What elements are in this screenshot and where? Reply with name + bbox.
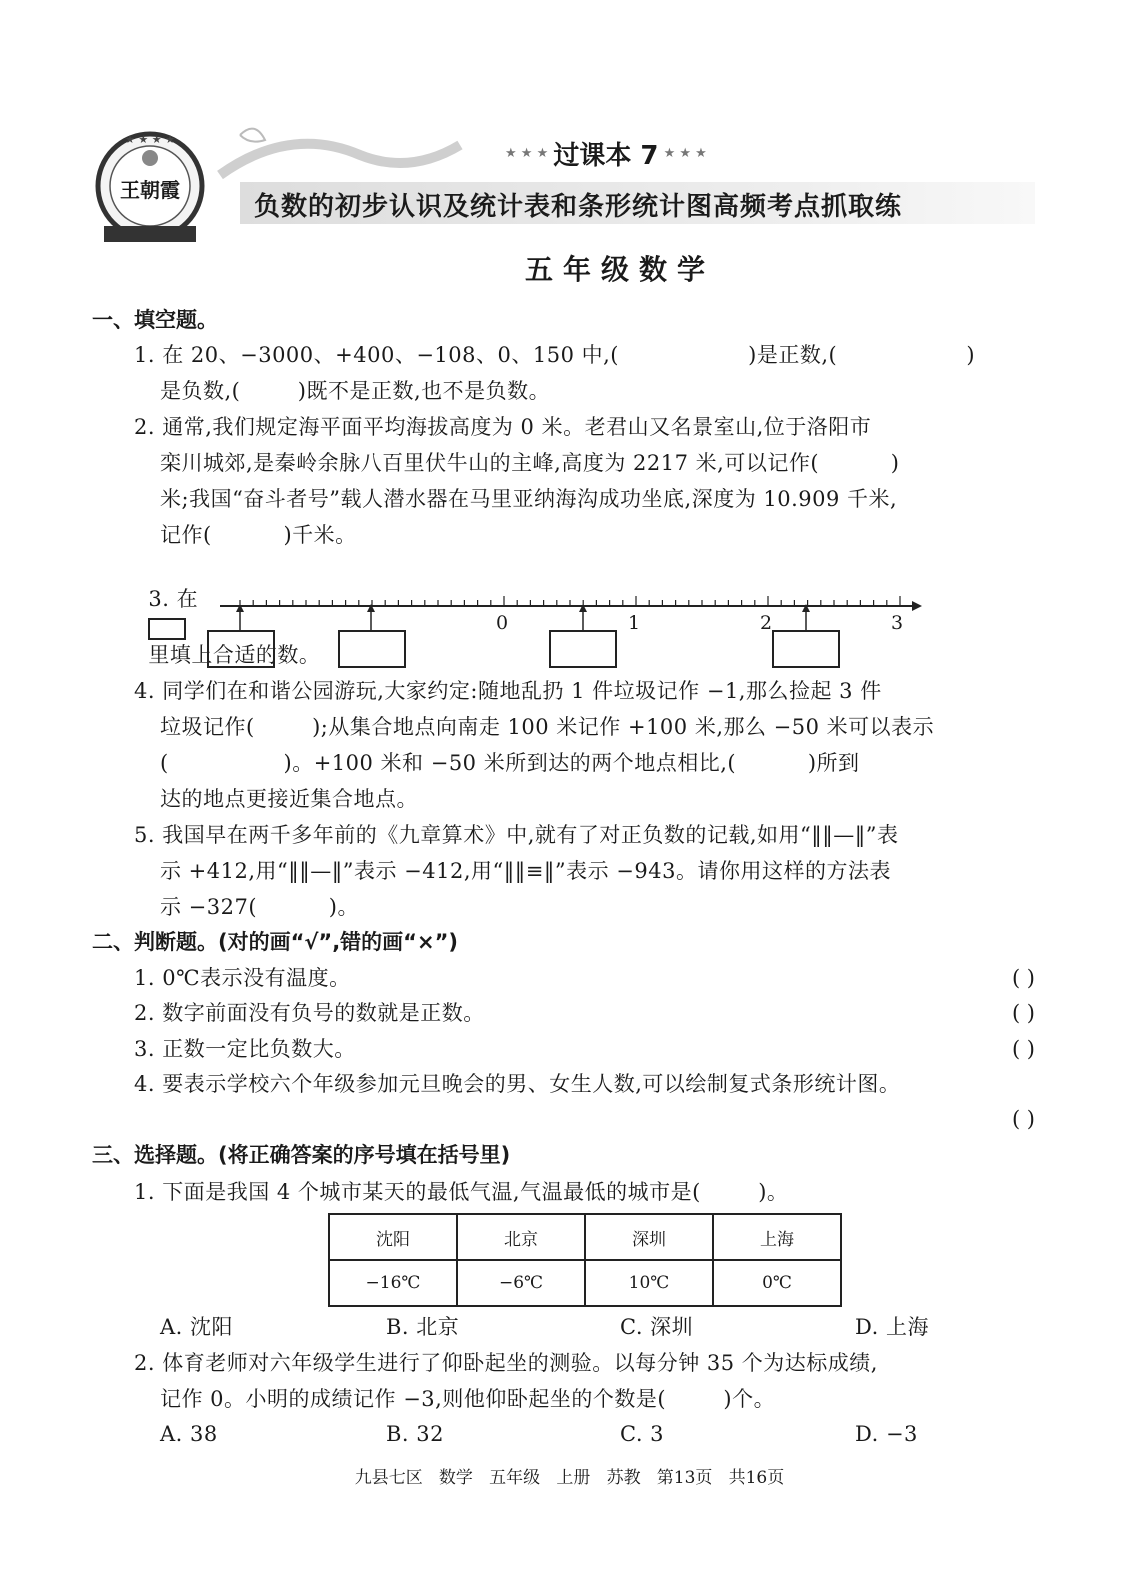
q2-line2: 栾川城郊,是秦岭余脉八百里伏牛山的主峰,高度为 2217 米,可以记作( ) <box>160 451 900 475</box>
page-footer: 九县七区 数学 五年级 上册 苏教 第13页 共16页 <box>354 1468 785 1488</box>
stars-right: ★ ★ ★ <box>663 146 707 161</box>
q2-line3: 米;我国“奋斗者号”载人潜水器在马里亚纳海沟成功坐底,深度为 10.909 千米, <box>160 487 898 511</box>
q2-option-b[interactable]: B. 32 <box>386 1422 445 1446</box>
q5-line1: 5. 我国早在两千多年前的《九章算术》中,就有了对正负数的记载,如用“‖‖—‖”表 <box>134 823 899 847</box>
table-cell: 北京 <box>457 1214 585 1260</box>
q3-suffix: 里填上合适的数。 <box>148 643 321 667</box>
q5-line2: 示 +412,用“‖‖—‖”表示 −412,用“‖‖≡‖”表示 −943。请你用这样的方法表 <box>160 859 891 883</box>
judge-paren-1[interactable]: ( ) <box>1011 966 1035 990</box>
nl-label-2: 2 <box>760 612 773 634</box>
section1-title: 一、填空题。 <box>92 308 218 332</box>
judge-item-2: 2. 数字前面没有负号的数就是正数。 <box>134 1001 485 1025</box>
q4-line1: 4. 同学们在和谐公园游玩,大家约定:随地乱扔 1 件垃圾记作 −1,那么捡起 3 件 <box>134 679 882 703</box>
choice-q2-line1: 2. 体育老师对六年级学生进行了仰卧起坐的测验。以每分钟 35 个为达标成绩, <box>134 1351 878 1375</box>
table-cell: −6℃ <box>457 1260 585 1306</box>
table-row <box>329 1214 841 1260</box>
section3-title: 三、选择题。(将正确答案的序号填在括号里) <box>92 1143 511 1167</box>
q5-line3: 示 −327( )。 <box>160 895 359 919</box>
q1-option-c[interactable]: C. 深圳 <box>620 1315 694 1339</box>
series-title: 过课本 7 <box>553 141 659 171</box>
nl-label-1: 1 <box>628 612 641 634</box>
judge-paren-3[interactable]: ( ) <box>1011 1037 1035 1061</box>
q2-option-a[interactable]: A. 38 <box>160 1422 218 1446</box>
table-cell: 沈阳 <box>329 1214 457 1260</box>
table-row <box>329 1260 841 1306</box>
q1-line1: 1. 在 20、−3000、+400、−108、0、150 中,( )是正数,( ) <box>134 343 976 367</box>
table-cell: 10℃ <box>585 1260 713 1306</box>
judge-item-1: 1. 0℃表示没有温度。 <box>134 966 351 990</box>
judge-paren-2[interactable]: ( ) <box>1011 1001 1035 1025</box>
choice-q2-line2: 记作 0。小明的成绩记作 −3,则他仰卧起坐的个数是( )个。 <box>160 1387 776 1411</box>
q2-option-d[interactable]: D. −3 <box>855 1422 918 1446</box>
q2-line1: 2. 通常,我们规定海平面平均海拔高度为 0 米。老君山又名景室山,位于洛阳市 <box>134 415 872 439</box>
answer-box-4[interactable] <box>772 630 840 668</box>
q1-option-b[interactable]: B. 北京 <box>386 1315 460 1339</box>
answer-box-3[interactable] <box>549 630 617 668</box>
judge-item-3: 3. 正数一定比负数大。 <box>134 1037 356 1061</box>
answer-box-1[interactable] <box>207 630 275 668</box>
logo-text: 王朝霞 <box>120 178 180 202</box>
q1-option-a[interactable]: A. 沈阳 <box>160 1315 234 1339</box>
answer-box-icon <box>148 618 186 640</box>
series-line <box>505 135 707 172</box>
judge-item-4: 4. 要表示学校六个年级参加元旦晚会的男、女生人数,可以绘制复式条形统计图。 <box>134 1072 901 1096</box>
table-cell: 0℃ <box>713 1260 841 1306</box>
nl-label-3: 3 <box>891 612 904 634</box>
topic-title: 负数的初步认识及统计表和条形统计图高频考点抓取练 <box>254 192 903 222</box>
q4-line3: ( )。+100 米和 −50 米所到达的两个地点相比,( )所到 <box>160 751 860 775</box>
q3-prefix: 3. 在 <box>148 587 199 611</box>
topic-banner <box>240 182 1035 224</box>
answer-box-2[interactable] <box>338 630 406 668</box>
nl-label-0: 0 <box>496 612 509 634</box>
section2-title: 二、判断题。(对的画“√”,错的画“×”) <box>92 930 458 954</box>
svg-text:★ ★ ★ ★: ★ ★ ★ ★ <box>125 133 175 146</box>
q2-option-c[interactable]: C. 3 <box>620 1422 665 1446</box>
stars-left: ★ ★ ★ <box>505 146 549 161</box>
choice-q1: 1. 下面是我国 4 个城市某天的最低气温,气温最低的城市是( )。 <box>134 1180 789 1204</box>
subject-title: 五年级数学 <box>524 253 715 286</box>
logo <box>90 128 210 248</box>
table-cell: −16℃ <box>329 1260 457 1306</box>
q4-line4: 达的地点更接近集合地点。 <box>160 787 418 811</box>
q4-line2: 垃圾记作( );从集合地点向南走 100 米记作 +100 米,那么 −50 米可以表示 <box>160 715 935 739</box>
table-cell: 上海 <box>713 1214 841 1260</box>
q2-line4: 记作( )千米。 <box>160 523 357 547</box>
table-cell: 深圳 <box>585 1214 713 1260</box>
q1-line2: 是负数,( )既不是正数,也不是负数。 <box>160 379 551 403</box>
temperature-table <box>328 1213 842 1307</box>
q1-option-d[interactable]: D. 上海 <box>855 1315 929 1339</box>
judge-paren-4[interactable]: ( ) <box>1011 1107 1035 1131</box>
